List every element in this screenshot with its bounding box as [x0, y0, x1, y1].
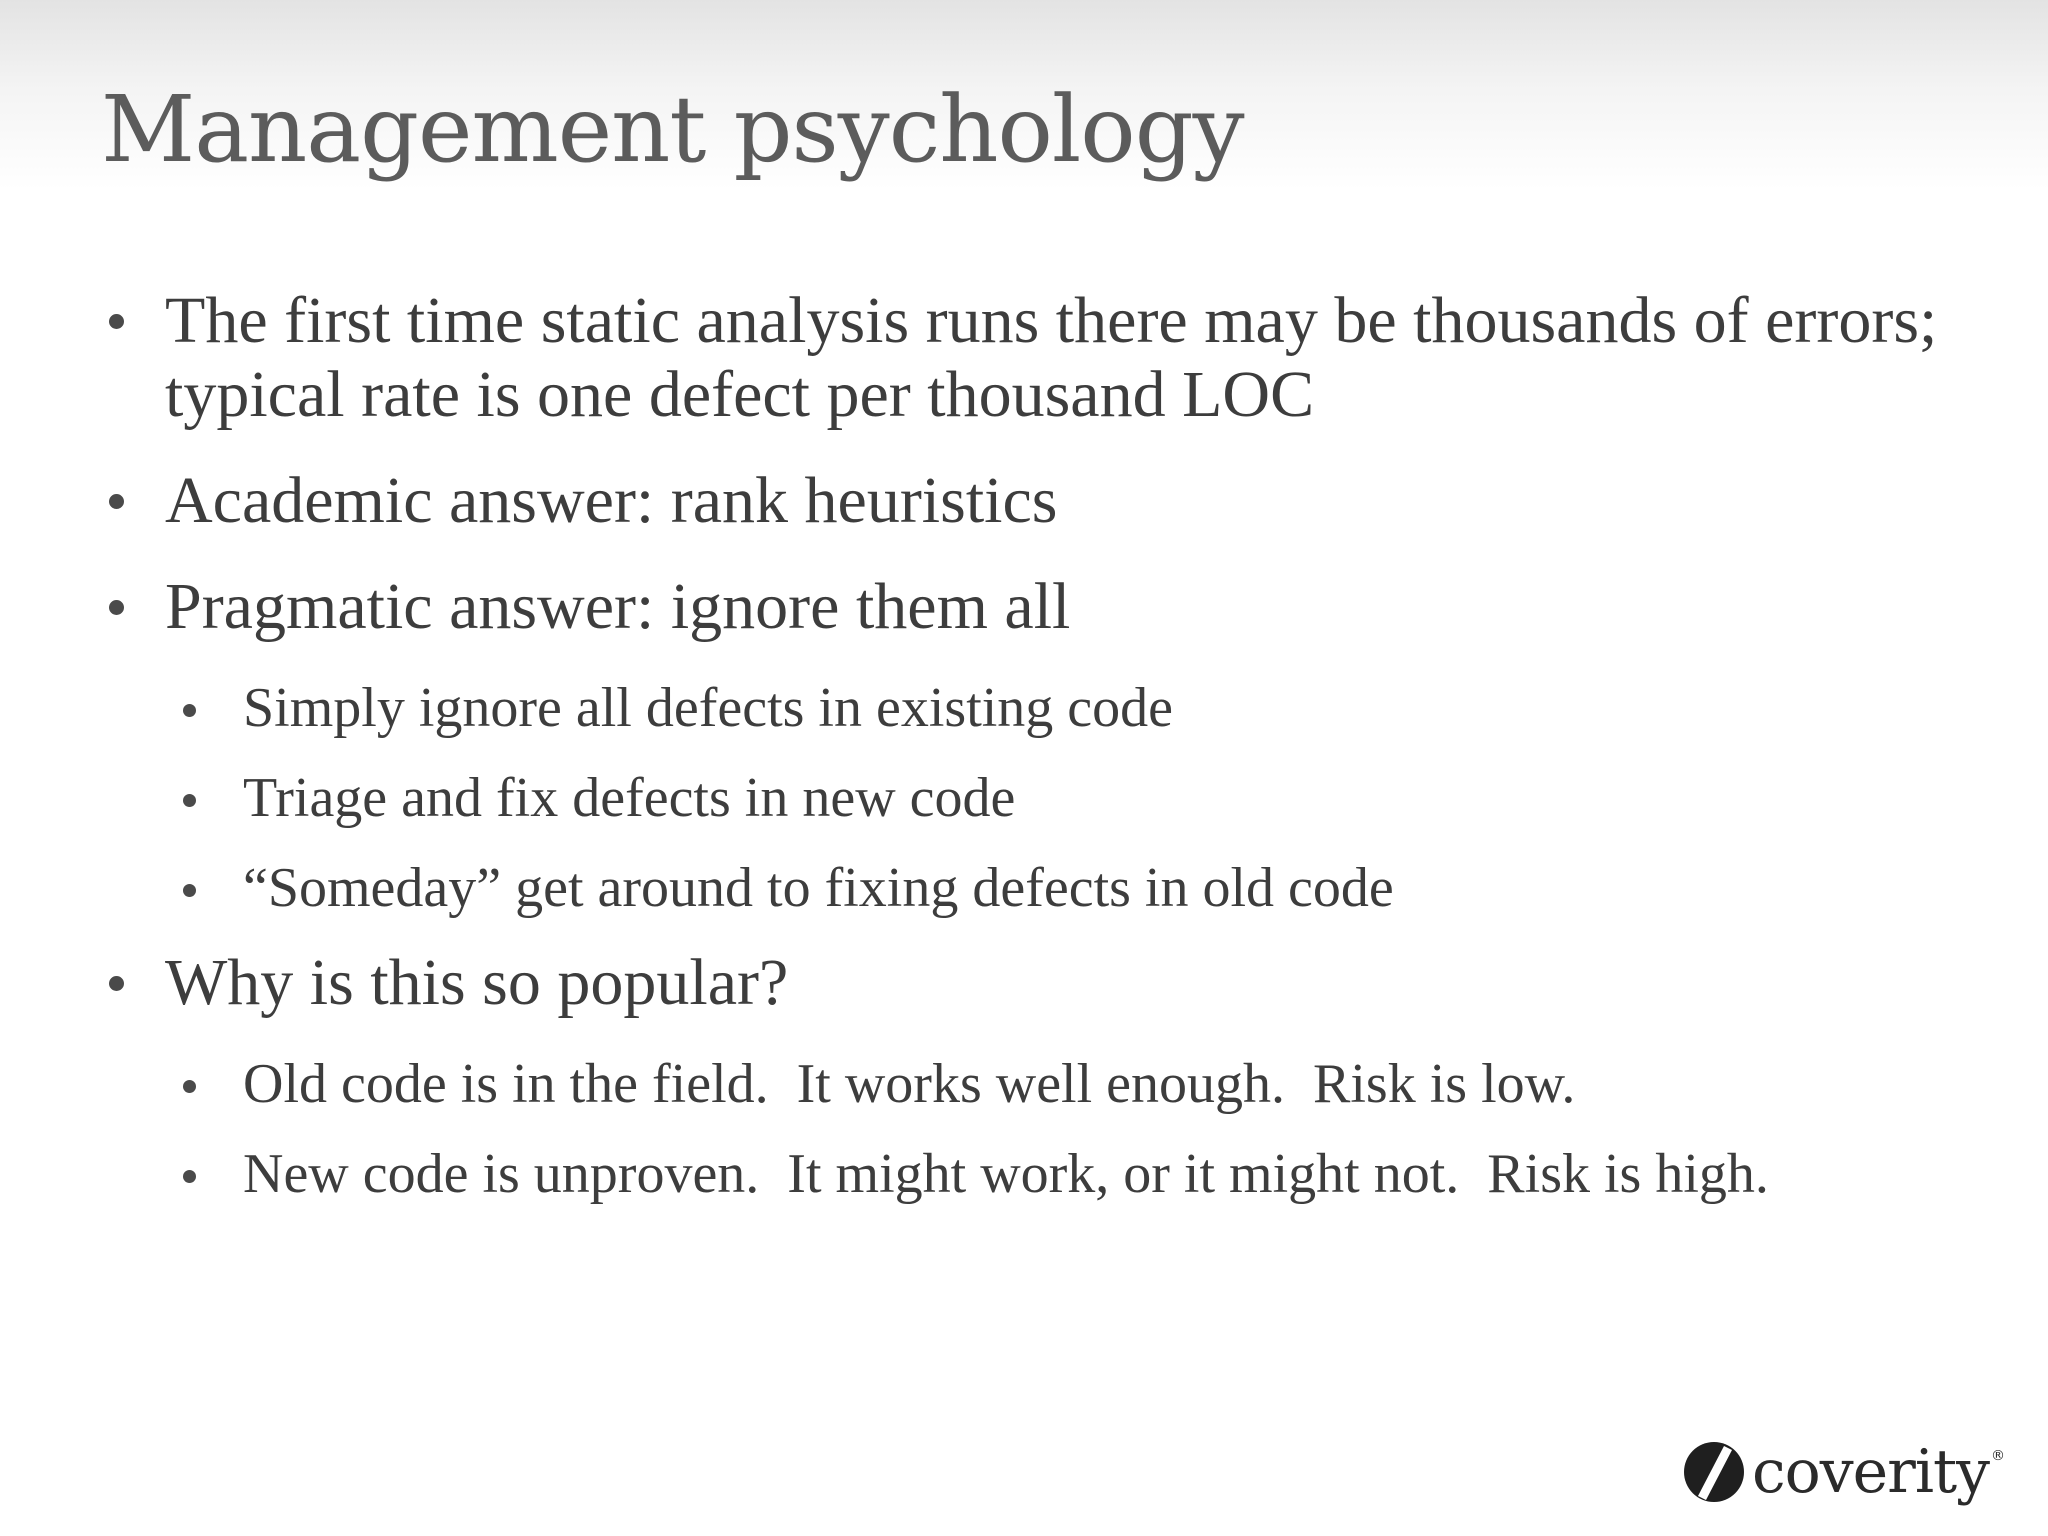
bullet-item	[101, 570, 2001, 644]
registered-mark: ®	[1991, 1448, 2006, 1464]
bullet-text: Academic answer: rank heuristics	[165, 464, 1058, 537]
bullet-text: The first time static analysis runs there may be thousands of errors; typical rate is one defect per thousand LOC	[165, 284, 1954, 431]
sub-bullet-text: “Someday” get around to fixing defects in old code	[243, 857, 1394, 919]
sub-bullet-item	[101, 1142, 2001, 1206]
sub-bullet-icon	[183, 884, 196, 897]
bullet-text: Why is this so popular?	[165, 946, 789, 1019]
bullet-icon	[109, 600, 124, 615]
bullet-text: Pragmatic answer: ignore them all	[165, 570, 1071, 643]
logo-wordmark: coverity	[1752, 1437, 1990, 1507]
sub-bullet-text: Simply ignore all defects in existing code	[243, 677, 1174, 739]
sub-bullet-icon	[183, 794, 196, 807]
bullet-item	[101, 284, 2001, 432]
sub-bullet-icon	[183, 704, 196, 717]
coverity-logo-icon	[1682, 1440, 1746, 1504]
bullet-item	[101, 464, 2001, 538]
sub-bullet-text: New code is unproven. It might work, or it might not. Risk is high.	[243, 1143, 1769, 1205]
sub-bullet-item	[101, 1052, 2001, 1116]
sub-bullet-icon	[183, 1170, 196, 1183]
sub-bullet-item	[101, 676, 2001, 740]
sub-bullet-text: Old code is in the field. It works well enough. Risk is low.	[243, 1053, 1576, 1115]
sub-bullet-item	[101, 856, 2001, 920]
bullet-item	[101, 946, 2001, 1020]
bullet-icon	[109, 494, 124, 509]
sub-bullet-text: Triage and fix defects in new code	[243, 767, 1016, 829]
bullet-list	[101, 284, 2001, 1232]
bullet-icon	[109, 314, 124, 329]
slide-title: Management psychology	[101, 76, 1244, 183]
sub-bullet-item	[101, 766, 2001, 830]
coverity-logo	[1682, 1437, 2006, 1507]
bullet-icon	[109, 976, 124, 991]
sub-bullet-icon	[183, 1080, 196, 1093]
